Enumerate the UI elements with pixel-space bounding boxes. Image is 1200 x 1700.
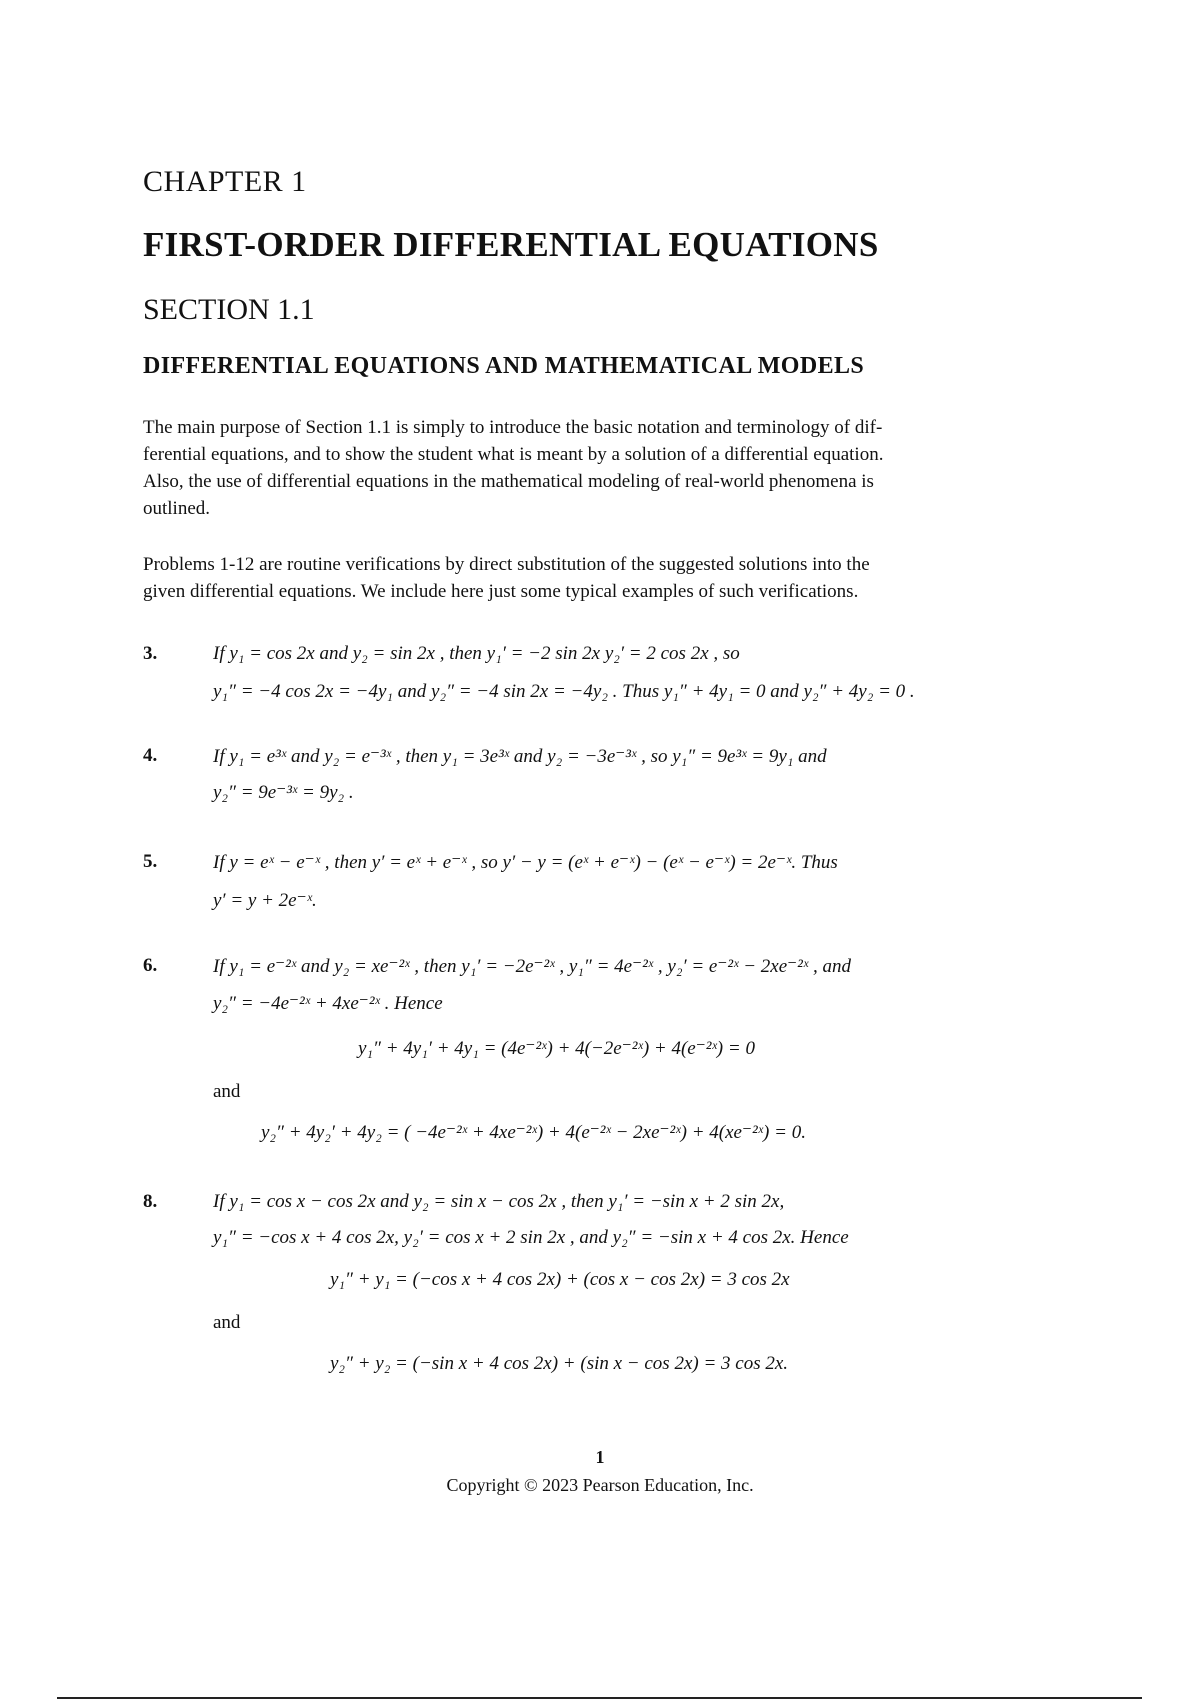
display-equation: y₁″ + 4y₁′ + 4y₁ = (4e⁻²ˣ) + 4(−2e⁻²ˣ) + 4(e⁻²ˣ) = 0 <box>358 1038 755 1059</box>
problem-line: y₂″ = −4e⁻²ˣ + 4xe⁻²ˣ . Hence <box>213 993 443 1014</box>
problem-number: 4. <box>143 745 158 766</box>
routine-line: Problems 1-12 are routine verifications by direct substitution of the suggested solutions into the <box>143 554 870 575</box>
intro-line: outlined. <box>143 498 211 519</box>
problem-number: 8. <box>143 1191 158 1212</box>
bottom-divider <box>57 1697 1142 1699</box>
display-equation: y₂″ + y₂ = (−sin x + 4 cos 2x) + (sin x − cos 2x) = 3 cos 2x. <box>330 1353 789 1374</box>
display-equation: y₂″ + 4y₂′ + 4y₂ = ( −4e⁻²ˣ + 4xe⁻²ˣ) + 4(e⁻²ˣ − 2xe⁻²ˣ) + 4(xe⁻²ˣ) = 0. <box>261 1122 806 1143</box>
problem-line: If y₁ = e⁻²ˣ and y₂ = xe⁻²ˣ , then y₁′ = −2e⁻²ˣ , y₁″ = 4e⁻²ˣ , y₂′ = e⁻²ˣ − 2xe⁻²ˣ , and <box>213 956 851 977</box>
problem-line: y₁″ = −4 cos 2x = −4y₁ and y₂″ = −4 sin 2x = −4y₂ . Thus y₁″ + 4y₁ = 0 and y₂″ + 4y₂ = 0 . <box>213 681 915 702</box>
problem-line: If y₁ = cos 2x and y₂ = sin 2x , then y₁′ = −2 sin 2x y₂′ = 2 cos 2x , so <box>213 643 740 664</box>
chapter-title: FIRST-ORDER DIFFERENTIAL EQUATIONS <box>143 225 879 264</box>
routine-paragraph <box>143 551 1063 605</box>
connector-text: and <box>213 1081 241 1102</box>
intro-line: ferential equations, and to show the student what is meant by a solution of a differential equation. <box>143 444 884 465</box>
problem-line: If y = eˣ − e⁻ˣ , then y′ = eˣ + e⁻ˣ , so y′ − y = (eˣ + e⁻ˣ) − (eˣ − e⁻ˣ) = 2e⁻ˣ. Thus <box>213 852 838 873</box>
intro-line: The main purpose of Section 1.1 is simply to introduce the basic notation and terminology of dif- <box>143 417 883 438</box>
routine-line: given differential equations. We include here just some typical examples of such verifications. <box>143 581 859 602</box>
problem-line: y₁″ = −cos x + 4 cos 2x, y₂′ = cos x + 2 sin 2x , and y₂″ = −sin x + 4 cos 2x. Hence <box>213 1227 849 1248</box>
problem-number: 5. <box>143 851 158 872</box>
problem-number: 6. <box>143 955 158 976</box>
problem-line: If y₁ = e³ˣ and y₂ = e⁻³ˣ , then y₁ = 3e³ˣ and y₂ = −3e⁻³ˣ , so y₁″ = 9e³ˣ = 9y₁ and <box>213 746 827 767</box>
problem-line: y₂″ = 9e⁻³ˣ = 9y₂ . <box>213 782 354 803</box>
problem-line: y′ = y + 2e⁻ˣ. <box>213 890 317 911</box>
intro-paragraph <box>143 414 1063 522</box>
chapter-label: CHAPTER 1 <box>143 165 307 198</box>
page-number: 1 <box>595 1447 605 1467</box>
section-label: SECTION 1.1 <box>143 293 315 326</box>
connector-text: and <box>213 1312 241 1333</box>
section-title: DIFFERENTIAL EQUATIONS AND MATHEMATICAL MODELS <box>143 353 865 379</box>
display-equation: y₁″ + y₁ = (−cos x + 4 cos 2x) + (cos x − cos 2x) = 3 cos 2x <box>330 1269 790 1290</box>
problem-line: If y₁ = cos x − cos 2x and y₂ = sin x − cos 2x , then y₁′ = −sin x + 2 sin 2x, <box>213 1191 785 1212</box>
intro-line: Also, the use of differential equations in the mathematical modeling of real-world phenomena is <box>143 471 874 492</box>
copyright-notice: Copyright © 2023 Pearson Education, Inc. <box>446 1475 754 1495</box>
problem-number: 3. <box>143 643 158 664</box>
